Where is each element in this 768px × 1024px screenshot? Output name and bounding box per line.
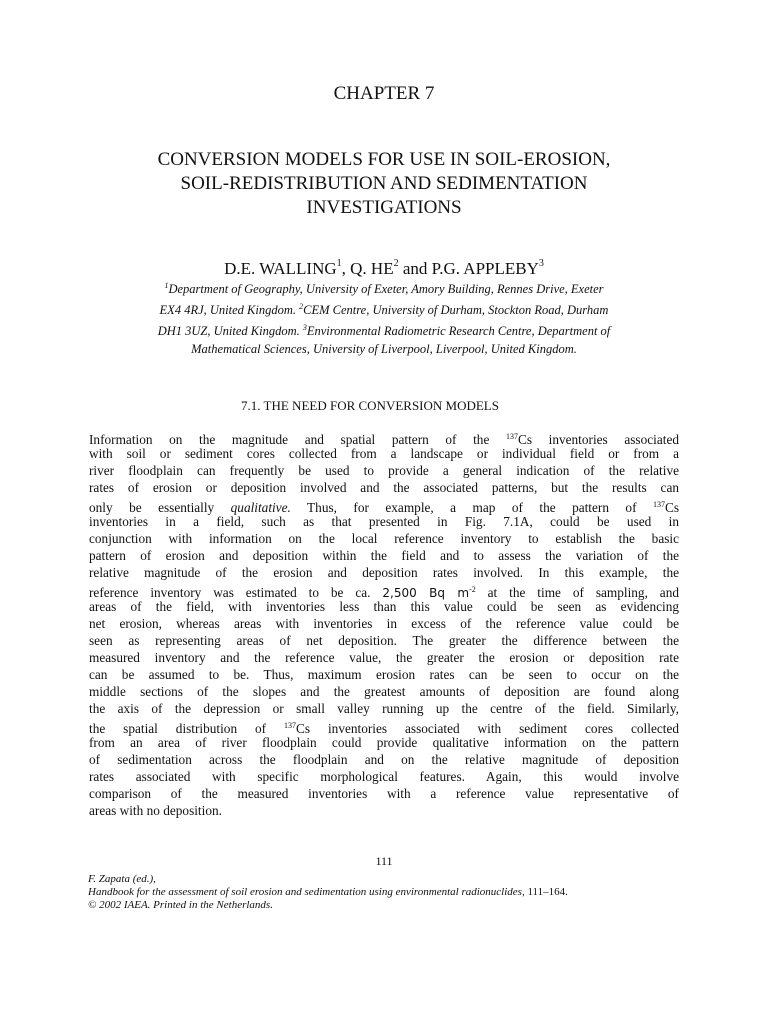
text-line: rates of erosion or deposition involved and the associated patterns, but the results can bbox=[89, 480, 679, 495]
affiliation-line bbox=[80, 319, 688, 340]
title-line-3: INVESTIGATIONS bbox=[306, 197, 462, 218]
affiliation-text: Department of Geography, University of Exeter, Amory Building, Rennes Drive, Exeter bbox=[168, 282, 604, 296]
footer-copyright bbox=[88, 899, 708, 912]
superscript: 137 bbox=[652, 500, 665, 509]
author-he: Q. HE bbox=[350, 259, 394, 278]
text-line: net erosion, whereas areas with inventories in excess of the reference value could be bbox=[89, 616, 679, 631]
text-line bbox=[89, 428, 679, 445]
text-line bbox=[89, 717, 679, 734]
author-walling: D.E. WALLING bbox=[224, 259, 337, 278]
text-run: Cs bbox=[664, 500, 679, 515]
text-run: only be essentially bbox=[89, 500, 231, 515]
text-run: Thus, for example, a map of the pattern of bbox=[290, 500, 653, 515]
author-appleby: P.G. APPLEBY bbox=[431, 259, 539, 278]
text-line bbox=[89, 581, 679, 598]
page-range: 111–164. bbox=[524, 886, 568, 898]
author-separator: and bbox=[398, 259, 432, 278]
title-line-1: CONVERSION MODELS FOR USE IN SOIL-EROSION, bbox=[157, 149, 611, 170]
text-line: measured inventory and the reference value, the greater the erosion or deposition rate bbox=[89, 650, 679, 665]
text-line: seen as representing areas of net deposition. The greater the difference between the bbox=[89, 633, 679, 648]
unit-value: 2,500 Bq m bbox=[382, 586, 470, 600]
affiliation-text: DH1 3UZ, United Kingdom. bbox=[157, 324, 303, 338]
author-separator: , bbox=[341, 259, 351, 278]
affiliation-sup: 1 bbox=[164, 281, 169, 290]
text-line: pattern of erosion and deposition within the field and to assess the variation of the bbox=[89, 548, 679, 563]
text-run: at the time of sampling, and bbox=[475, 585, 679, 600]
text-line: inventories in a field, such as that presented in Fig. 7.1A, could be used in bbox=[89, 514, 679, 529]
editor-text: F. Zapata (ed.), bbox=[88, 873, 156, 885]
section-heading: 7.1. THE NEED FOR CONVERSION MODELS bbox=[241, 398, 499, 413]
affiliation-line bbox=[80, 277, 688, 298]
text-line: with soil or sediment cores collected from a landscape or individual field or from a bbox=[89, 446, 679, 461]
copyright-text: © 2002 IAEA. Printed in the Netherlands. bbox=[88, 899, 273, 911]
affiliation-text: EX4 4RJ, United Kingdom. bbox=[159, 303, 300, 317]
handbook-title: Handbook for the assessment of soil erosion and sedimentation using environmental radionuclides, bbox=[88, 886, 525, 898]
citation-footer bbox=[88, 873, 708, 912]
text-line: of sedimentation across the floodplain and on the relative magnitude of deposition bbox=[89, 752, 679, 767]
emphasis: qualitative. bbox=[230, 500, 291, 515]
text-line: relative magnitude of the erosion and deposition rates involved. In this example, the bbox=[89, 565, 679, 580]
text-line: river floodplain can frequently be used to provide a general indication of the relative bbox=[89, 463, 679, 478]
superscript: 137 bbox=[284, 721, 297, 730]
text-run: Cs inventories associated bbox=[517, 432, 679, 447]
page-number: 111 bbox=[375, 854, 393, 868]
text-line: from an area of river floodplain could provide qualitative information on the pattern bbox=[89, 735, 679, 750]
text-run: the spatial distribution of bbox=[89, 721, 285, 736]
chapter-title bbox=[70, 148, 698, 220]
footer-handbook bbox=[88, 886, 708, 899]
affiliation-sup: 3 bbox=[302, 323, 307, 332]
text-line: conjunction with information on the local reference inventory to establish the basic bbox=[89, 531, 679, 546]
text-line: areas of the field, with inventories less than this value could be seen as evidencing bbox=[89, 599, 679, 614]
footer-editor bbox=[88, 873, 708, 886]
affiliation-sup: 2 bbox=[299, 302, 304, 311]
text-line: the axis of the depression or small valley running up the centre of the field. Similarly, bbox=[89, 701, 679, 716]
text-line: can be assumed to be. Thus, maximum erosion rates can be seen to occur on the bbox=[89, 667, 679, 682]
text-line: rates associated with specific morphological features. Again, this would involve bbox=[89, 769, 679, 784]
affiliation-marker-3: 3 bbox=[538, 258, 544, 269]
title-line-2: SOIL-REDISTRIBUTION AND SEDIMENTATION bbox=[180, 173, 588, 194]
text-line bbox=[89, 496, 679, 513]
text-line: comparison of the measured inventories with a reference value representative of bbox=[89, 786, 679, 801]
affiliation-text: CEM Centre, University of Durham, Stockton Road, Durham bbox=[303, 303, 609, 317]
affiliations bbox=[80, 277, 688, 358]
affiliation-line: Mathematical Sciences, University of Liverpool, Liverpool, United Kingdom. bbox=[191, 342, 577, 356]
affiliation-marker-2: 2 bbox=[393, 258, 399, 269]
text-run: Cs inventories associated with sediment cores collected bbox=[296, 721, 679, 736]
affiliation-marker-1: 1 bbox=[336, 258, 342, 269]
affiliation-text: Environmental Radiometric Research Centre, Department of bbox=[306, 324, 611, 338]
superscript: -2 bbox=[469, 585, 476, 594]
affiliation-line bbox=[80, 298, 688, 319]
text-run: Information on the magnitude and spatial pattern of the bbox=[89, 432, 506, 447]
body-paragraph bbox=[89, 428, 679, 819]
text-run: reference inventory was estimated to be ca. bbox=[89, 585, 383, 600]
chapter-label: CHAPTER 7 bbox=[333, 83, 435, 104]
text-line: areas with no deposition. bbox=[89, 803, 222, 818]
text-line: middle sections of the slopes and the greatest amounts of deposition are found along bbox=[89, 684, 679, 699]
author-list bbox=[0, 258, 768, 279]
superscript: 137 bbox=[505, 432, 518, 441]
